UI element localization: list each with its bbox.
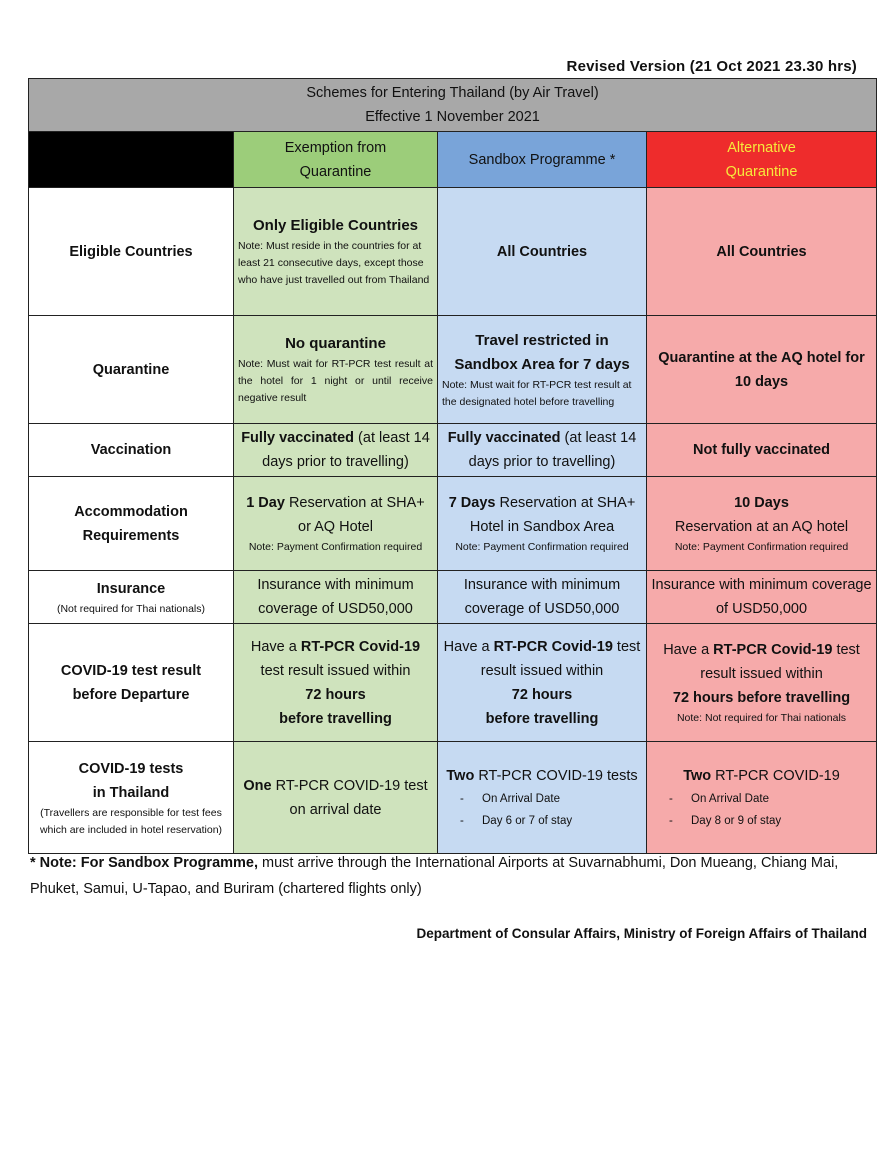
vaccination-exemption-bold: Fully vaccinated — [241, 430, 355, 446]
list-item: - On Arrival Date — [669, 792, 769, 805]
covid-in-label-line2: in Thailand — [92, 784, 170, 801]
accommodation-alternative-rest: Reservation at an AQ hotel — [674, 519, 849, 535]
covid-before-alternative-note: Note: Not required for Thai nationals — [676, 712, 847, 724]
header-alternative-line1: Alternative — [727, 139, 796, 156]
covid-before-sandbox-hours: 72 hours — [511, 686, 573, 703]
list-item: - Day 8 or 9 of stay — [669, 814, 782, 827]
cell-accommodation-alternative — [647, 477, 877, 571]
covid-in-label-line1: COVID-19 tests — [78, 760, 184, 777]
header-sandbox — [438, 132, 647, 188]
row-label-covid-in — [29, 742, 234, 854]
covid-in-alternative-item-2: Day 8 or 9 of stay — [691, 814, 782, 827]
accommodation-label-line1: Accommodation — [74, 503, 188, 520]
header-exemption-line2: Quarantine — [299, 163, 372, 180]
covid-in-sandbox-item-1: On Arrival Date — [482, 792, 560, 805]
covid-before-sandbox-pre: Have a — [443, 638, 494, 655]
covid-in-alternative-item-1: On Arrival Date — [691, 792, 769, 805]
header-sandbox-label: Sandbox Programme * — [468, 151, 616, 168]
table-title — [29, 79, 877, 132]
cell-covid-before-alternative — [647, 624, 877, 742]
insurance-sublabel: (Not required for Thai nationals) — [56, 602, 206, 615]
table-title-line2: Effective 1 November 2021 — [365, 109, 540, 125]
cell-quarantine-exemption — [234, 316, 438, 424]
vaccination-exemption-rest: (at least 14 days prior to travelling) — [262, 430, 430, 470]
sandbox-note — [30, 850, 870, 902]
covid-in-exemption-bold: One — [243, 777, 272, 794]
list-item: - Day 6 or 7 of stay — [460, 814, 573, 827]
cell-eligible-sandbox: All Countries — [438, 188, 647, 316]
covid-in-sandbox-list — [442, 788, 642, 832]
row-label-accommodation — [29, 477, 234, 571]
list-item: - On Arrival Date — [460, 792, 560, 805]
cell-covid-in-exemption — [234, 742, 438, 854]
cell-insurance-sandbox: Insurance with minimum coverage of USD50,000 — [438, 571, 647, 624]
covid-before-label-line1: COVID-19 test result — [60, 662, 202, 679]
row-label-insurance — [29, 571, 234, 624]
covid-before-exemption-mid: test result issued within — [260, 662, 411, 679]
cell-quarantine-sandbox — [438, 316, 647, 424]
footer-department: Department of Consular Affairs, Ministry of Foreign Affairs of Thailand — [416, 926, 867, 941]
covid-in-exemption-rest: RT-PCR COVID-19 test on arrival date — [271, 777, 428, 818]
covid-before-exemption-before: before travelling — [279, 710, 392, 727]
accommodation-alternative-bold: 10 Days — [734, 495, 789, 511]
covid-in-sublabel: (Travellers are responsible for test fees which are included in hotel reservation) — [39, 806, 223, 836]
covid-before-exemption-hours: 72 hours — [305, 686, 366, 703]
header-alternative-line2: Quarantine — [725, 163, 798, 180]
quarantine-sandbox-main: Travel restricted in Sandbox Area for 7 days — [454, 331, 630, 373]
cell-covid-before-exemption — [234, 624, 438, 742]
covid-before-label-line2: before Departure — [72, 686, 190, 703]
covid-before-alternative-hours: 72 hours before travelling — [672, 690, 851, 706]
covid-before-exemption-bold1: RT-PCR Covid-19 — [300, 638, 421, 655]
covid-before-sandbox-before: before travelling — [485, 710, 599, 727]
vaccination-sandbox-rest: (at least 14 days prior to travelling) — [468, 430, 637, 470]
header-alternative — [647, 132, 877, 188]
quarantine-exemption-note: Note: Must wait for RT-PCR test result at the hotel for 1 night or until receive negative result — [238, 358, 433, 404]
covid-before-alternative-pre: Have a — [663, 642, 714, 658]
header-exemption-line1: Exemption from — [284, 139, 387, 156]
accommodation-exemption-bold: 1 Day — [246, 495, 285, 511]
row-label-covid-before — [29, 624, 234, 742]
revised-version: Revised Version (21 Oct 2021 23.30 hrs) — [566, 58, 857, 75]
accommodation-sandbox-bold: 7 Days — [448, 495, 496, 511]
covid-before-sandbox-bold1: RT-PCR Covid-19 — [493, 638, 613, 655]
cell-vaccination-exemption — [234, 424, 438, 477]
cell-covid-in-alternative — [647, 742, 877, 854]
eligible-exemption-main: Only Eligible Countries — [252, 217, 419, 234]
cell-quarantine-alternative: Quarantine at the AQ hotel for 10 days — [647, 316, 877, 424]
covid-in-alternative-list — [651, 788, 872, 832]
insurance-label: Insurance — [96, 580, 166, 597]
eligible-exemption-note: Note: Must reside in the countries for at least 21 consecutive days, except those who have just travelled out from Thailand — [238, 240, 430, 286]
accommodation-exemption-note: Note: Payment Confirmation required — [248, 541, 423, 553]
covid-before-alternative-mid: test result issued within — [700, 642, 860, 682]
covid-in-alternative-bold: Two — [683, 767, 712, 784]
cell-insurance-alternative: Insurance with minimum coverage of USD50,000 — [647, 571, 877, 624]
accommodation-sandbox-note: Note: Payment Confirmation required — [455, 541, 629, 553]
covid-in-sandbox-bold: Two — [446, 767, 475, 784]
covid-in-sandbox-item-2: Day 6 or 7 of stay — [482, 814, 573, 827]
covid-before-sandbox-mid: test result issued within — [480, 638, 641, 679]
row-label-vaccination: Vaccination — [29, 424, 234, 477]
header-exemption — [234, 132, 438, 188]
covid-in-sandbox-rest: RT-PCR COVID-19 tests — [474, 767, 638, 784]
vaccination-sandbox-bold: Fully vaccinated — [447, 430, 561, 446]
cell-eligible-alternative: All Countries — [647, 188, 877, 316]
covid-before-alternative-bold1: RT-PCR Covid-19 — [713, 642, 833, 658]
table-title-line1: Schemes for Entering Thailand (by Air Travel) — [306, 85, 599, 101]
cell-accommodation-exemption — [234, 477, 438, 571]
cell-insurance-exemption: Insurance with minimum coverage of USD50,000 — [234, 571, 438, 624]
row-label-quarantine: Quarantine — [29, 316, 234, 424]
accommodation-exemption-rest: Reservation at SHA+ or AQ Hotel — [284, 495, 425, 535]
cell-covid-in-sandbox — [438, 742, 647, 854]
cell-vaccination-sandbox — [438, 424, 647, 477]
row-label-eligible: Eligible Countries — [29, 188, 234, 316]
cell-vaccination-alternative: Not fully vaccinated — [647, 424, 877, 477]
accommodation-alternative-note: Note: Payment Confirmation required — [674, 541, 849, 553]
quarantine-exemption-main: No quarantine — [285, 335, 386, 352]
quarantine-sandbox-note: Note: Must wait for RT-PCR test result at the designated hotel before travelling — [442, 378, 632, 408]
covid-before-exemption-pre: Have a — [250, 638, 301, 655]
cell-eligible-exemption — [234, 188, 438, 316]
accommodation-sandbox-rest: Reservation at SHA+ Hotel in Sandbox Area — [469, 495, 636, 535]
schemes-table — [28, 78, 877, 854]
cell-accommodation-sandbox — [438, 477, 647, 571]
sandbox-note-text: must arrive through the International Airports at Suvarnabhumi, Don Mueang, Chiang Mai, Phuket, Samui, U-Tapao, and Buriram (chartered flights only) — [30, 855, 839, 897]
cell-covid-before-sandbox — [438, 624, 647, 742]
sandbox-note-bold: * Note: For Sandbox Programme, — [30, 855, 259, 871]
accommodation-label-line2: Requirements — [82, 527, 180, 544]
covid-in-alternative-rest: RT-PCR COVID-19 — [711, 767, 840, 784]
corner-cell — [29, 132, 234, 188]
